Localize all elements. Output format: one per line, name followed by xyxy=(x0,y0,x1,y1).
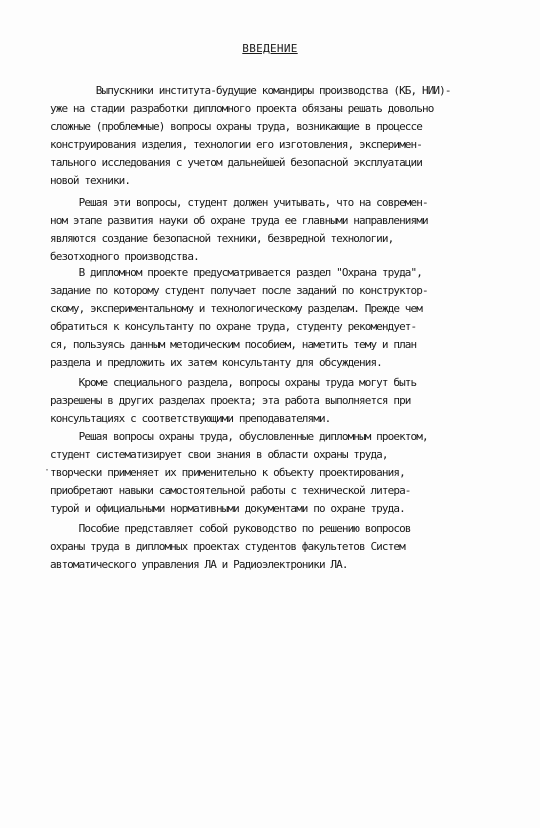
text-line: задание по которому студент получает после заданий по конструктор- xyxy=(50,284,428,297)
text-line: Пособие представляет собой руководство по решению вопросов xyxy=(50,522,411,535)
text-line: скому, экспериментальному и технологическому разделам. Прежде чем xyxy=(50,302,422,315)
text-line: В дипломном проекте предусматривается раздел "Охрана труда", xyxy=(50,266,422,279)
text-line: охраны труда в дипломных проектах студентов факультетов Систем xyxy=(50,540,405,553)
text-line: автоматического управления ЛА и Радиоэлектроники ЛА. xyxy=(50,558,348,571)
text-line: тального исследования с учетом дальнейшей безопасной эксплуатации xyxy=(50,156,422,169)
text-line: разрешены в других разделах проекта; эта работа выполняется при xyxy=(50,394,411,407)
text-line: безотходного производства. xyxy=(50,250,199,263)
text-line: Решая эти вопросы, студент должен учитывать, что на современ- xyxy=(50,196,428,209)
text-line: ся, пользуясь данным методическим пособием, наметить тему и план xyxy=(50,338,417,351)
text-line: творчески применяет их применительно к объекту проектирования, xyxy=(50,466,405,479)
text-line: турой и официальными нормативными документами по охране труда. xyxy=(50,502,405,515)
text-line: являются создание безопасной техники, безвредной технологии, xyxy=(50,232,394,245)
text-line: новой техники. xyxy=(50,174,131,187)
text-line: сложные (проблемные) вопросы охраны труда, возникающие в процессе xyxy=(50,120,422,133)
page-title: ВВЕДЕНИЕ xyxy=(242,42,298,55)
text-line: уже на стадии разработки дипломного проекта обязаны решать довольно xyxy=(50,102,434,115)
text-line: ном этапе развития науки об охране труда ее главными направлениями xyxy=(50,214,428,227)
text-line: конструирования изделия, технологии его изготовления, эксперимен- xyxy=(50,138,422,151)
scan-mark: · xyxy=(44,465,51,476)
text-line: студент систематизирует свои знания в области охраны труда, xyxy=(50,448,388,461)
text-line: обратиться к консультанту по охране труда, студенту рекомендует- xyxy=(50,320,417,333)
text-line: Выпускники института-будущие командиры производства (КБ, НИИ)- xyxy=(50,84,451,97)
text-line: Решая вопросы охраны труда, обусловленные дипломным проектом, xyxy=(50,430,428,443)
text-line: приобретают навыки самостоятельной работы с технической литера- xyxy=(50,484,411,497)
text-line: раздела и предложить их затем консультанту для обсуждения. xyxy=(50,356,382,369)
text-line: Кроме специального раздела, вопросы охраны труда могут быть xyxy=(50,376,417,389)
text-line: консультациях с соответствующими преподавателями. xyxy=(50,412,331,425)
